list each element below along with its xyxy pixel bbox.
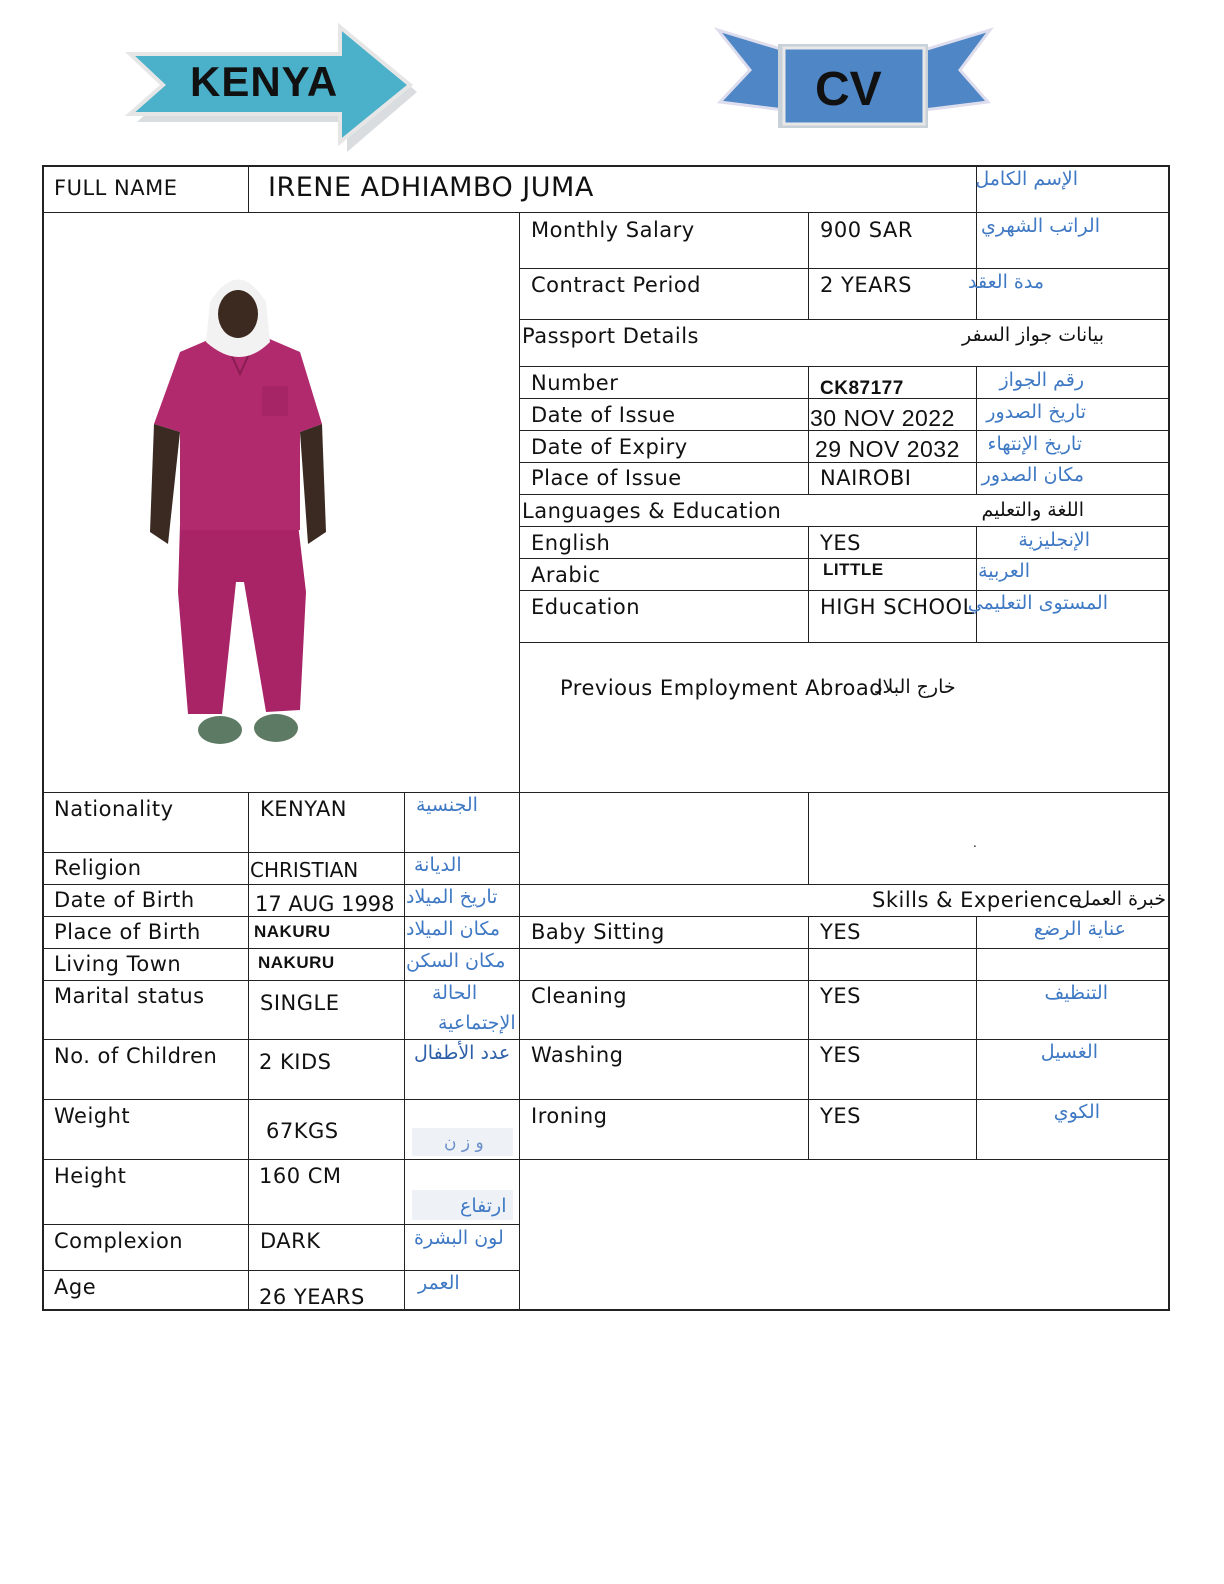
baby-sitting-arabic: عناية الرضع [1033,918,1126,940]
issue-place-arabic: مكان الصدور [981,464,1084,486]
pob-value: NAKURU [254,922,331,941]
education-value: HIGH SCHOOL [820,595,975,619]
salary-value: 900 SAR [820,218,913,242]
height-arabic: ارتفاع [460,1195,507,1217]
passport-number-label: Number [531,371,619,395]
cleaning-value: YES [820,984,861,1008]
ironing-value: YES [820,1104,861,1128]
languages-heading-arabic: اللغة والتعليم [981,499,1084,521]
skills-heading: Skills & Experience [872,888,1083,912]
contract-value: 2 YEARS [820,273,912,297]
pob-arabic: مكان الميلاد [406,918,501,940]
nationality-label: Nationality [54,797,174,821]
dob-arabic: تاريخ الميلاد [406,886,498,908]
pob-label: Place of Birth [54,920,201,944]
candidate-photo [140,262,340,757]
washing-label: Washing [531,1043,624,1067]
nationality-value: KENYAN [260,797,348,821]
children-arabic: عدد الأطفال [414,1042,511,1064]
education-label: Education [531,595,641,619]
issue-date-arabic: تاريخ الصدور [986,401,1086,423]
expiry-date-label: Date of Expiry [531,435,688,459]
education-arabic: المستوى التعليمي [967,592,1108,614]
weight-value: 67KGS [266,1119,339,1143]
marital-value: SINGLE [260,991,340,1015]
passport-heading: Passport Details [522,324,699,348]
dob-value: 17 AUG 1998 [255,892,395,916]
contract-label: Contract Period [531,273,701,297]
issue-place-value: NAIROBI [820,466,912,490]
employment-heading: Previous Employment Abroad [560,676,884,700]
issue-place-label: Place of Issue [531,466,682,490]
issue-date-value: 30 NOV 2022 [810,405,955,431]
full-name-arabic: الإسم الكامل [975,168,1078,190]
english-arabic: الإنجليزية [1018,529,1090,551]
employment-heading-arabic: خارج البلاد [874,676,956,698]
expiry-date-value: 29 NOV 2032 [815,436,960,462]
height-value: 160 CM [259,1164,342,1188]
age-label: Age [54,1275,97,1299]
complexion-label: Complexion [54,1229,184,1253]
age-arabic: العمر [418,1272,460,1294]
passport-heading-arabic: بيانات جواز السفر [962,324,1104,346]
passport-number-arabic: رقم الجواز [999,369,1084,391]
baby-sitting-label: Baby Sitting [531,920,665,944]
full-name-value: IRENE ADHIAMBO JUMA [268,172,594,203]
age-value: 26 YEARS [259,1285,365,1309]
children-value: 2 KIDS [259,1050,332,1074]
languages-heading: Languages & Education [522,499,782,523]
employment-dot: . [973,836,978,850]
town-label: Living Town [54,952,182,976]
complexion-value: DARK [260,1229,321,1253]
complexion-arabic: لون البشرة [414,1227,504,1249]
marital-label: Marital status [54,984,205,1008]
washing-arabic: الغسيل [1040,1041,1098,1063]
weight-arabic: و ز ن [444,1133,484,1153]
arabic-arabic: العربية [978,560,1030,582]
ironing-arabic: الكوي [1053,1101,1100,1123]
salary-label: Monthly Salary [531,218,695,242]
english-label: English [531,531,611,555]
arabic-value: LITTLE [823,560,884,579]
weight-label: Weight [54,1104,131,1128]
marital-arabic-2: الإجتماعية [438,1012,516,1034]
kenya-banner-text: KENYA [190,58,339,105]
ironing-label: Ironing [531,1104,608,1128]
cv-banner-text: CV [815,63,882,116]
nationality-arabic: الجنسية [416,794,478,816]
children-label: No. of Children [54,1044,218,1068]
contract-arabic: مدة العقد [968,271,1044,293]
skills-heading-arabic: خبرة العمل [1076,888,1166,910]
cleaning-label: Cleaning [531,984,628,1008]
religion-value: CHRISTIAN [250,858,359,882]
full-name-label: FULL NAME [54,176,178,200]
salary-arabic: الراتب الشهري [981,215,1100,237]
dob-label: Date of Birth [54,888,195,912]
religion-arabic: الديانة [414,854,462,876]
town-arabic: مكان السكن [406,950,506,972]
height-label: Height [54,1164,127,1188]
passport-number-value: CK87177 [820,378,904,399]
washing-value: YES [820,1043,861,1067]
town-value: NAKURU [258,953,335,972]
expiry-date-arabic: تاريخ الإنتهاء [987,433,1082,455]
english-value: YES [820,531,861,555]
baby-sitting-value: YES [820,920,861,944]
issue-date-label: Date of Issue [531,403,676,427]
cleaning-arabic: التنظيف [1044,982,1108,1004]
arabic-label: Arabic [531,563,601,587]
marital-arabic-1: الحالة [432,982,478,1004]
religion-label: Religion [54,856,142,880]
